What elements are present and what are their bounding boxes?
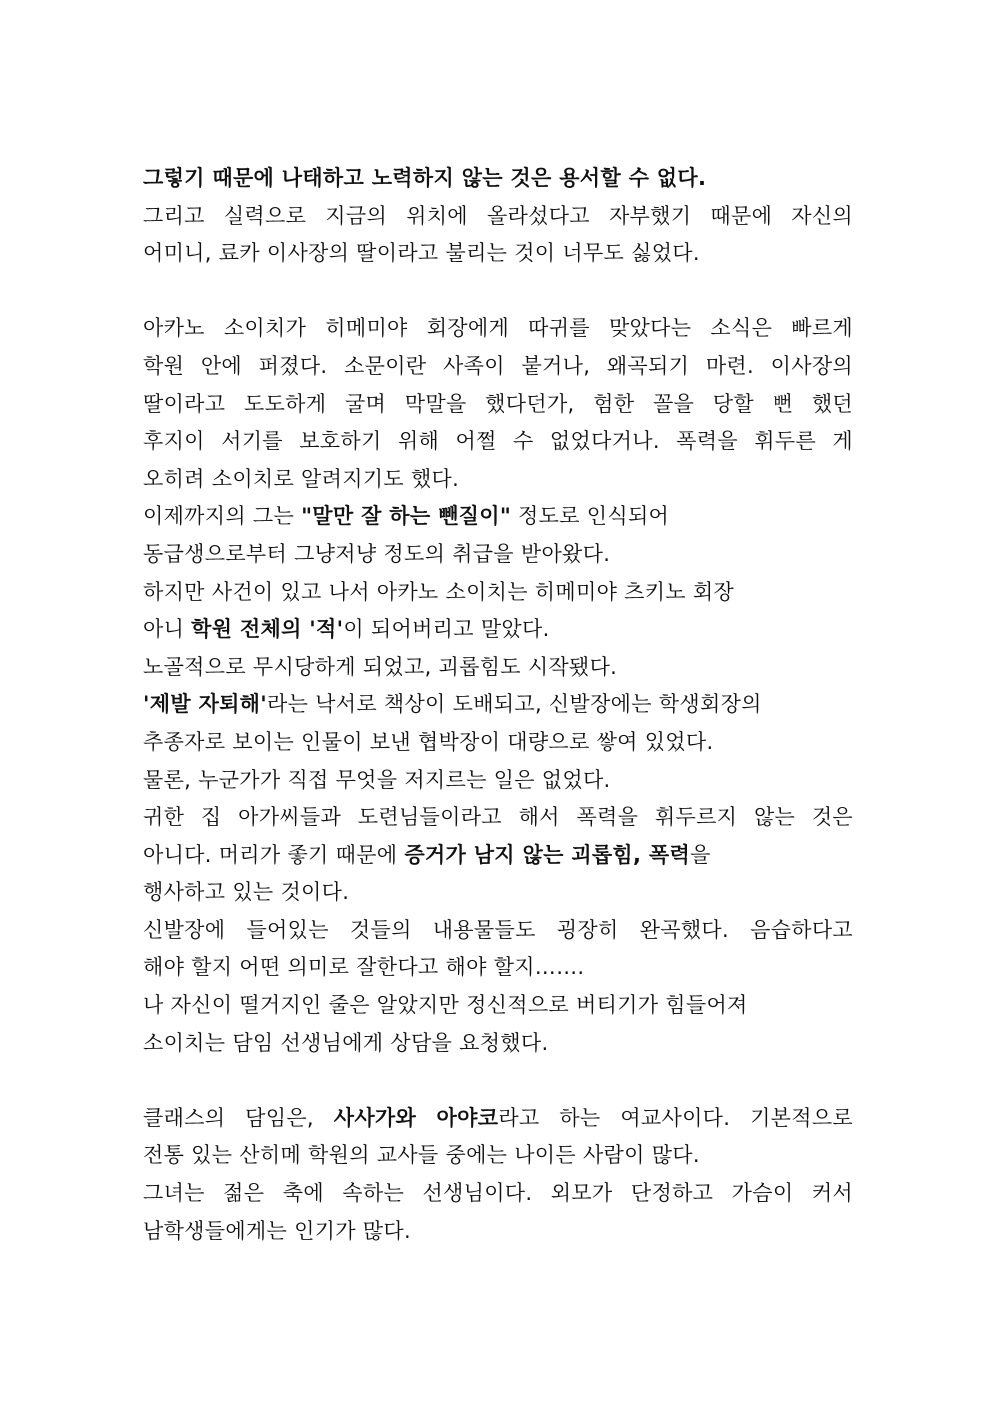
text-line	[143, 611, 853, 649]
bold-text: 증거가 남지 않는 괴롭힘, 폭력	[404, 842, 691, 867]
text-run: 클래스의 담임은,	[143, 1105, 334, 1130]
text-run: 라고 하는 여교사이다. 기본적으로	[498, 1105, 854, 1130]
text-run: 학원 안에 퍼졌다. 소문이란 사족이 붙거나, 왜곡되기 마련. 이사장의	[143, 353, 853, 378]
text-run: 남학생들에게는 인기가 많다.	[143, 1218, 411, 1243]
text-line	[143, 912, 853, 950]
text-line	[143, 987, 853, 1025]
text-run: 어미니, 료카 이사장의 딸이라고 불리는 것이 너무도 싫었다.	[143, 241, 700, 266]
text-line	[143, 574, 853, 612]
text-line	[143, 386, 853, 424]
text-run: 후지이 서기를 보호하기 위해 어쩔 수 없었다거나. 폭력을 휘두른 게	[143, 429, 853, 454]
text-line	[143, 837, 853, 875]
text-run: 이 되어버리고 말았다.	[343, 617, 550, 642]
text-line	[143, 1137, 853, 1175]
bold-text: 그렇기 때문에 나태하고 노력하지 않는 것은 용서할 수 없다.	[143, 166, 707, 190]
text-run: 오히려 소이치로 알려지기도 했다.	[143, 466, 460, 491]
bold-text: "말만 잘 하는 뺀질이"	[301, 504, 512, 529]
text-run: 신발장에 들어있는 것들의 내용물들도 굉장히 완곡했다. 음습하다고	[143, 917, 853, 942]
text-run: 하지만 사건이 있고 나서 아카노 소이치는 히메미야 츠키노 회장	[143, 579, 735, 604]
text-line	[143, 799, 853, 837]
text-line	[143, 536, 853, 574]
text-run: 나 자신이 떨거지인 줄은 알았지만 정신적으로 버티기가 힘들어져	[143, 993, 748, 1018]
text-line	[143, 949, 853, 987]
text-line	[143, 498, 853, 536]
text-run: 전통 있는 산히메 학원의 교사들 중에는 나이든 사람이 많다.	[143, 1143, 700, 1168]
text-line	[143, 235, 853, 273]
text-run: 을	[690, 842, 711, 867]
paragraph-gap	[143, 273, 853, 311]
text-run: 물론, 누군가가 직접 무엇을 저지르는 일은 없었다.	[143, 767, 611, 792]
text-run: 추종자로 보이는 인물이 보낸 협박장이 대량으로 쌓여 있었다.	[143, 729, 714, 754]
paragraph	[143, 310, 853, 1062]
text-run: 해야 할지 어떤 의미로 잘한다고 해야 할지…….	[143, 955, 585, 980]
text-run: 귀한 집 아가씨들과 도련님들이라고 해서 폭력을 휘두르지 않는 것은	[143, 805, 853, 830]
text-run: 딸이라고 도도하게 굴며 막말을 했다던가, 험한 꼴을 당할 뻔 했던	[143, 391, 853, 416]
text-run: 라는 낙서로 책상이 도배되고, 신발장에는 학생회장의	[267, 692, 762, 717]
paragraph-gap	[143, 1062, 853, 1100]
text-run: 소이치는 담임 선생님에게 상담을 요청했다.	[143, 1030, 549, 1055]
text-line	[143, 686, 853, 724]
text-line	[143, 874, 853, 912]
bold-text: '제발 자퇴해'	[143, 692, 267, 717]
text-run: 이제까지의 그는	[143, 504, 302, 529]
body-text	[143, 160, 853, 1250]
text-line	[143, 1213, 853, 1251]
text-run: 아니다. 머리가 좋기 때문에	[143, 842, 405, 867]
paragraph	[143, 160, 853, 273]
paragraph	[143, 1100, 853, 1250]
text-line	[143, 461, 853, 499]
text-line	[143, 1175, 853, 1213]
text-line	[143, 310, 853, 348]
text-run: 아카노 소이치가 히메미야 회장에게 따귀를 맞았다는 소식은 빠르게	[143, 316, 853, 341]
text-run: 그녀는 젊은 축에 속하는 선생님이다. 외모가 단정하고 가슴이 커서	[143, 1181, 853, 1206]
text-line	[143, 160, 853, 198]
text-run: 정도로 인식되어	[511, 504, 670, 529]
text-line	[143, 198, 853, 236]
text-line	[143, 1100, 853, 1138]
text-line	[143, 762, 853, 800]
bold-text: 사사가와 아야코	[333, 1105, 499, 1130]
text-line	[143, 348, 853, 386]
text-run: 행사하고 있는 것이다.	[143, 880, 350, 905]
text-run: 동급생으로부터 그냥저냥 정도의 취급을 받아왔다.	[143, 541, 611, 566]
text-run: 그리고 실력으로 지금의 위치에 올라섰다고 자부했기 때문에 자신의	[143, 203, 853, 228]
text-line	[143, 724, 853, 762]
text-line	[143, 649, 853, 687]
text-line	[143, 423, 853, 461]
text-run: 아니	[143, 617, 192, 642]
text-line	[143, 1025, 853, 1063]
text-run: 노골적으로 무시당하게 되었고, 괴롭힘도 시작됐다.	[143, 654, 618, 679]
bold-text: 학원 전체의 '적'	[191, 617, 344, 642]
